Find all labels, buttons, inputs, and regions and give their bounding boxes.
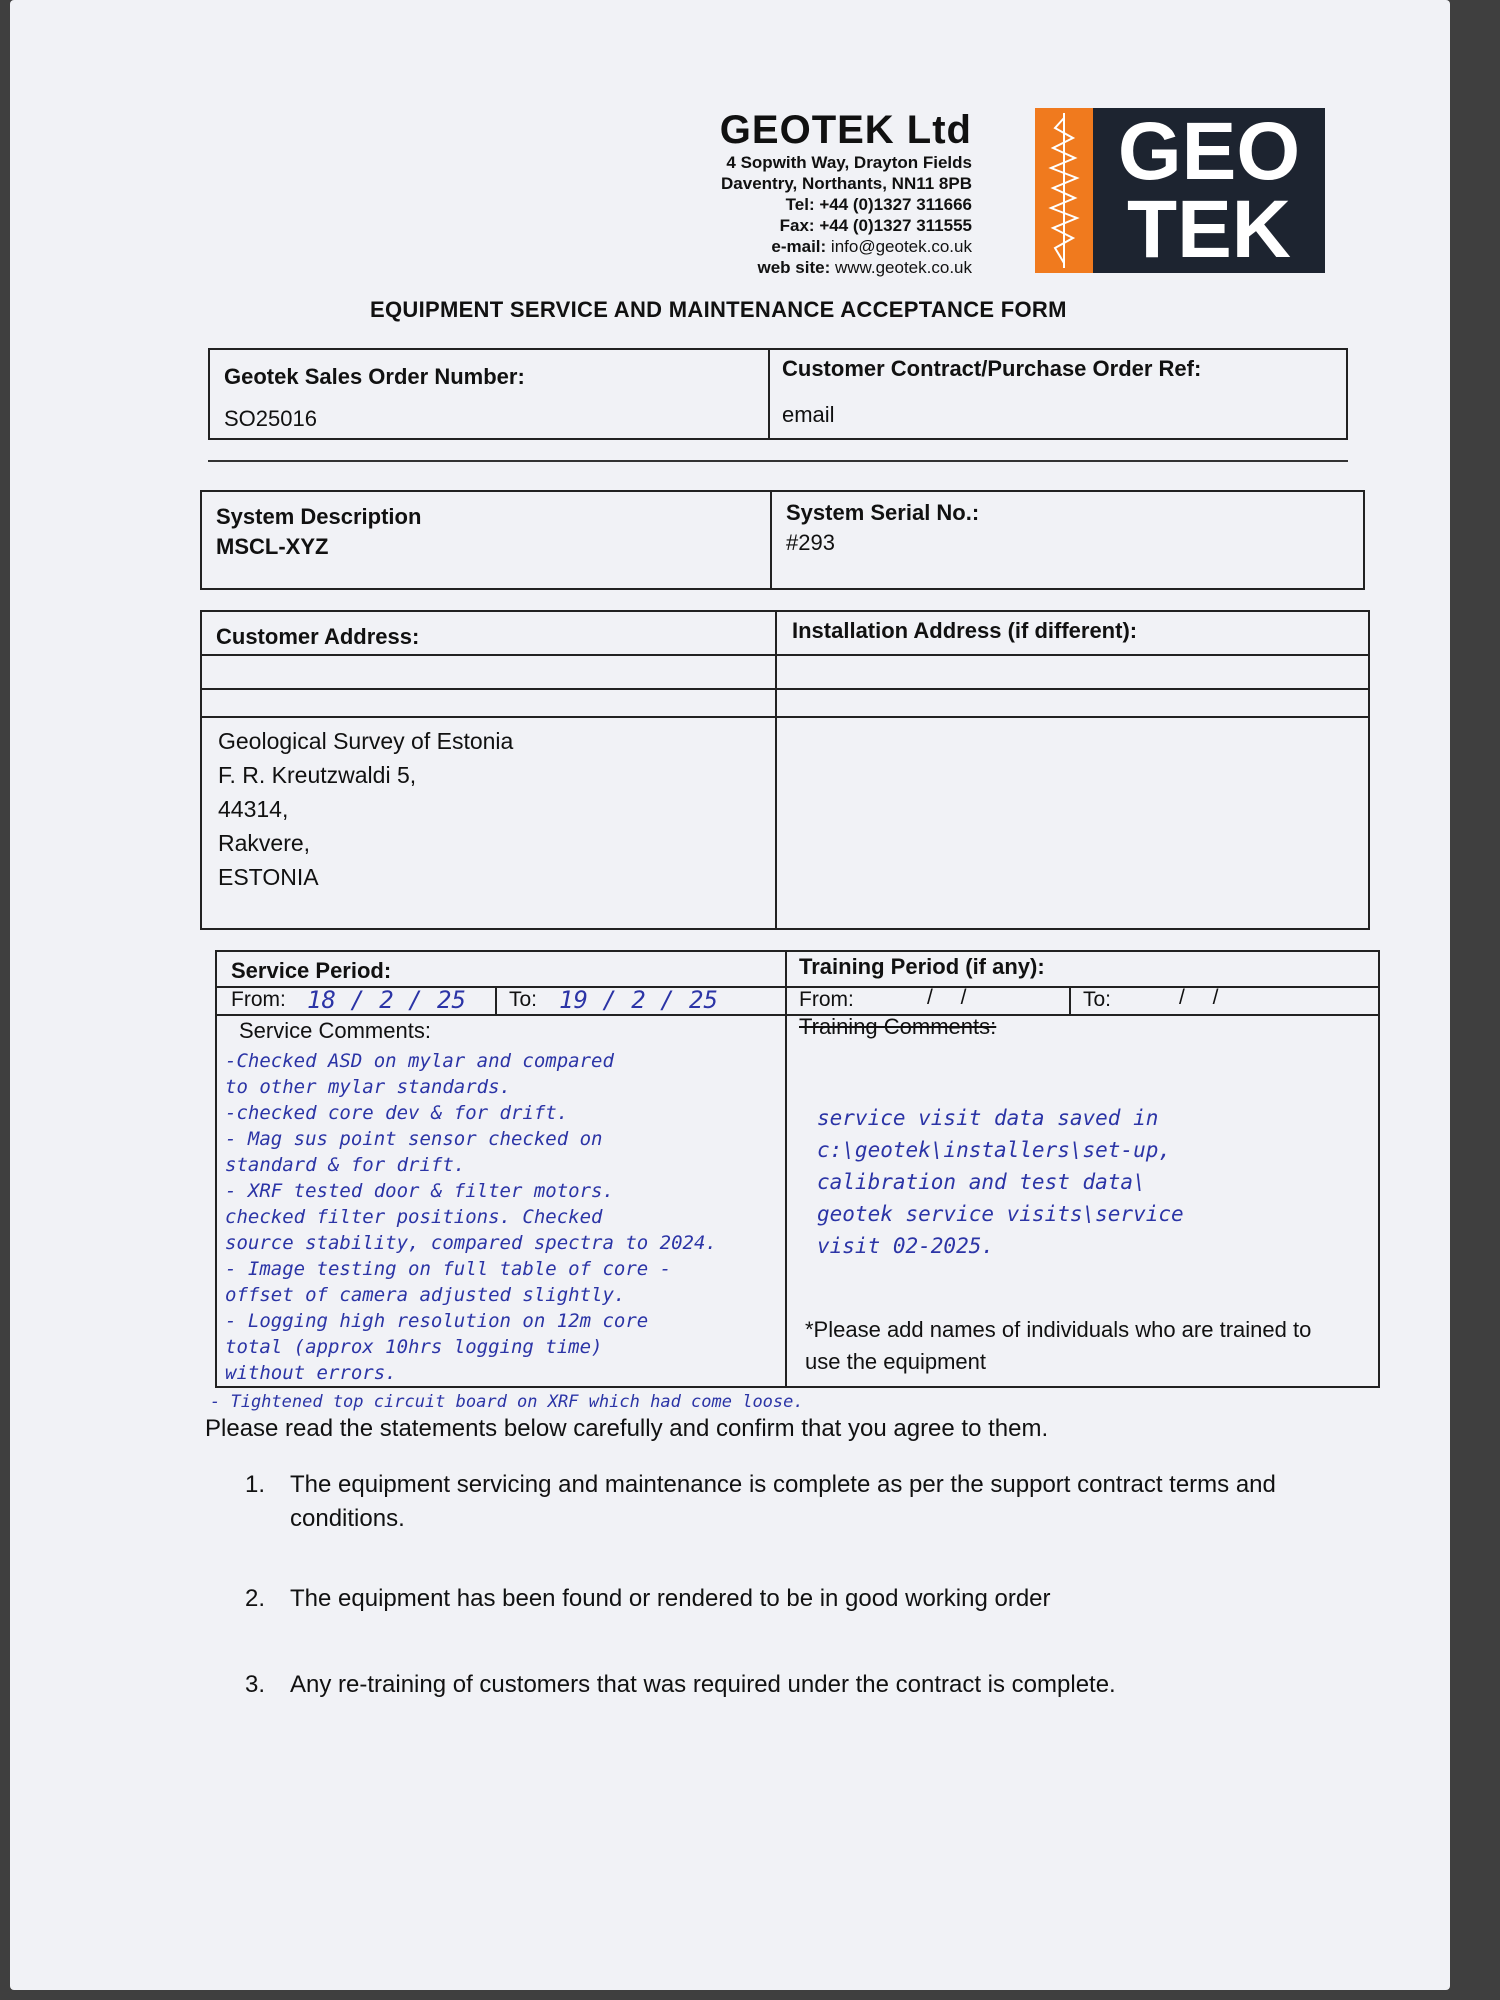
- service-training-box: [215, 950, 1380, 1388]
- instruction-text: Please read the statements below carefully and confirm that you agree to them.: [205, 1415, 1049, 1442]
- address-line-1: 4 Sopwith Way, Drayton Fields: [726, 153, 972, 172]
- training-period-label: Training Period (if any):: [799, 954, 1045, 979]
- service-from-label: From:: [231, 988, 286, 1011]
- statement-number: 3.: [245, 1671, 266, 1698]
- order-divider: [768, 350, 770, 438]
- training-note: *Please add names of individuals who are trained to use the equipment: [805, 1317, 1312, 1374]
- service-extra-comment[interactable]: - Tightened top circuit board on XRF which had come loose.: [210, 1392, 804, 1412]
- service-from-to-divider: [495, 986, 497, 1014]
- web-label: web site:: [757, 258, 831, 277]
- statement-3: [245, 1668, 1365, 1702]
- email-line: [552, 236, 972, 257]
- sales-order-field[interactable]: SO25016: [224, 406, 317, 431]
- customer-address-line: F. R. Kreutzwaldi 5,: [218, 762, 417, 788]
- web-line: [552, 257, 972, 278]
- geotek-logo: [1035, 105, 1325, 275]
- fax-line: Fax: +44 (0)1327 311555: [779, 216, 972, 235]
- address-box: [200, 610, 1370, 930]
- system-box: [200, 490, 1365, 590]
- service-to-field[interactable]: 19 / 2 / 25: [559, 986, 718, 1014]
- po-ref-field[interactable]: email: [782, 402, 835, 427]
- system-divider: [770, 492, 772, 588]
- service-to-label: To:: [509, 988, 538, 1011]
- form-title: EQUIPMENT SERVICE AND MAINTENANCE ACCEPTANCE FORM: [370, 297, 1067, 322]
- phone-line: Tel: +44 (0)1327 311666: [785, 195, 972, 214]
- logo-text: [1093, 105, 1325, 275]
- po-ref-label: Customer Contract/Purchase Order Ref:: [782, 356, 1202, 381]
- sales-order-label: Geotek Sales Order Number:: [224, 364, 525, 389]
- web-link[interactable]: www.geotek.co.uk: [834, 258, 972, 277]
- installation-address-field[interactable]: [792, 724, 1352, 914]
- statement-number: 1.: [245, 1471, 266, 1498]
- training-comments-field[interactable]: service visit data saved in c:\geotek\installers\set-up, calibration and test data\ geotek service visits\service visit 02-2025.: [817, 1106, 1184, 1258]
- system-description-label: System Description: [216, 504, 422, 529]
- separator-line: [208, 460, 1348, 462]
- customer-address-line: Rakvere,: [218, 830, 311, 856]
- service-comments-field[interactable]: -Checked ASD on mylar and compared to other mylar standards. -checked core dev & for drift. - Mag sus point sensor checked on standard & for drift. - XRF tested door & filter motors. checked filter positions. Checked source stability, compared spectra to 2024. - Image testing on full table of core - offset of camera adjusted slightly. - Logging high resolution on 12m core total (approx 10hrs logging time) without errors.: [225, 1050, 717, 1384]
- address-line-2: Daventry, Northants, NN11 8PB: [721, 174, 972, 193]
- logo-waveform-icon: [1035, 108, 1093, 273]
- training-from-to-divider: [1069, 986, 1071, 1014]
- training-from-field[interactable]: / /: [927, 986, 967, 1009]
- statement-text: Any re-training of customers that was required under the contract is complete.: [290, 1671, 1116, 1698]
- training-to-field[interactable]: / /: [1179, 986, 1219, 1009]
- training-to-label: To:: [1083, 988, 1112, 1011]
- company-name: GEOTEK Ltd: [719, 108, 972, 152]
- serial-number-label: System Serial No.:: [786, 500, 980, 525]
- system-description-field[interactable]: MSCL-XYZ: [216, 534, 329, 559]
- period-row-line-2: [217, 1014, 1378, 1016]
- training-comments-label: Training Comments:: [799, 1014, 997, 1039]
- company-header: [552, 108, 972, 278]
- statement-text: The equipment has been found or rendered to be in good working order: [290, 1585, 1051, 1612]
- customer-address-field[interactable]: [218, 724, 513, 894]
- statement-number: 2.: [245, 1585, 266, 1612]
- address-row-line-1: [202, 654, 1368, 656]
- logo-geo: GEO: [1117, 105, 1301, 197]
- email-link[interactable]: info@geotek.co.uk: [830, 237, 972, 256]
- logo-tek: TEK: [1127, 183, 1291, 275]
- email-label: e-mail:: [771, 237, 827, 256]
- customer-address-label: Customer Address:: [216, 624, 420, 649]
- address-divider: [775, 612, 777, 928]
- service-from-field[interactable]: 18 / 2 / 25: [307, 986, 466, 1014]
- customer-address-line: Geological Survey of Estonia: [218, 728, 514, 754]
- order-box: [208, 348, 1348, 440]
- service-divider: [785, 952, 787, 1386]
- form-page: [10, 0, 1450, 1990]
- serial-number-field[interactable]: #293: [786, 530, 835, 555]
- address-row-line-3: [202, 716, 1368, 718]
- statement-text: The equipment servicing and maintenance is complete as per the support contract terms and conditions.: [290, 1471, 1276, 1532]
- customer-address-line: ESTONIA: [218, 864, 319, 890]
- installation-address-label: Installation Address (if different):: [792, 618, 1138, 643]
- customer-address-line: 44314,: [218, 796, 289, 822]
- statement-2: [245, 1582, 1365, 1616]
- statement-1: [245, 1468, 1365, 1536]
- training-from-label: From:: [799, 988, 854, 1011]
- service-period-label: Service Period:: [231, 958, 392, 983]
- service-comments-label: Service Comments:: [239, 1018, 431, 1043]
- address-row-line-2: [202, 688, 1368, 690]
